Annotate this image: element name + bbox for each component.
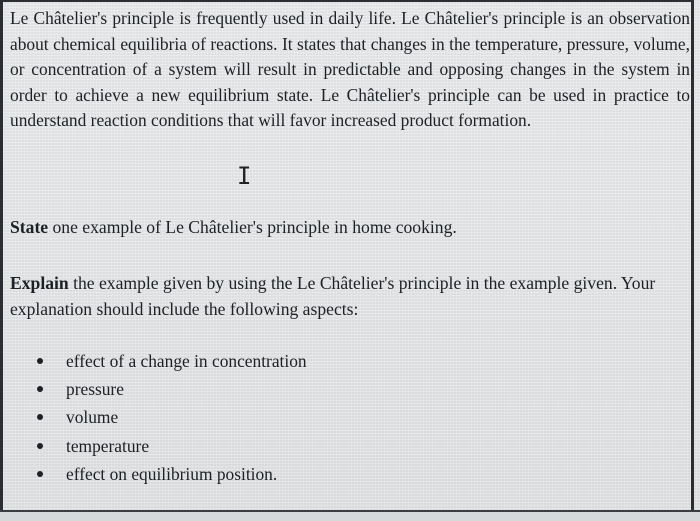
list-item: [30, 349, 307, 377]
aspect-label: pressure: [66, 379, 124, 400]
question-state-text: one example of Le Châtelier's principle in home cooking.: [48, 217, 457, 237]
list-item: [30, 434, 307, 462]
bullet-icon: [37, 414, 43, 420]
aspect-label: volume: [66, 407, 119, 428]
question-explain-text: the example given by using the Le Châtelier's principle in the example given. Your explanation should include the following aspects:: [10, 273, 656, 319]
question-state: [10, 215, 457, 239]
list-item: [30, 462, 307, 490]
question-explain: [10, 271, 670, 322]
list-item: [30, 377, 307, 405]
bullet-icon: [37, 471, 43, 477]
bullet-icon: [37, 358, 43, 364]
aspect-label: effect on equilibrium position.: [66, 463, 278, 484]
bullet-icon: [37, 386, 43, 392]
aspects-list: [30, 349, 307, 490]
list-item: [30, 405, 307, 433]
intro-paragraph: Le Châtelier's principle is frequently used in daily life. Le Châtelier's principle is an observation about chemical equilibria of reactions. It states that changes in the temperature, pressure, volume, or concentration of a system will result in predictable and opposing changes in the system in order to achieve a new equilibrium state. Le Châtelier's principle can be used in practice to understand reaction conditions that will favor increased product formation.: [10, 8, 690, 131]
question-state-keyword: State: [10, 217, 49, 237]
aspect-label: temperature: [66, 435, 150, 456]
bullet-icon: [37, 443, 43, 449]
aspect-label: effect of a change in concentration: [66, 351, 307, 371]
bottom-border: [0, 510, 700, 521]
text-cursor-icon: I: [237, 162, 252, 190]
question-explain-keyword: Explain: [10, 273, 69, 293]
